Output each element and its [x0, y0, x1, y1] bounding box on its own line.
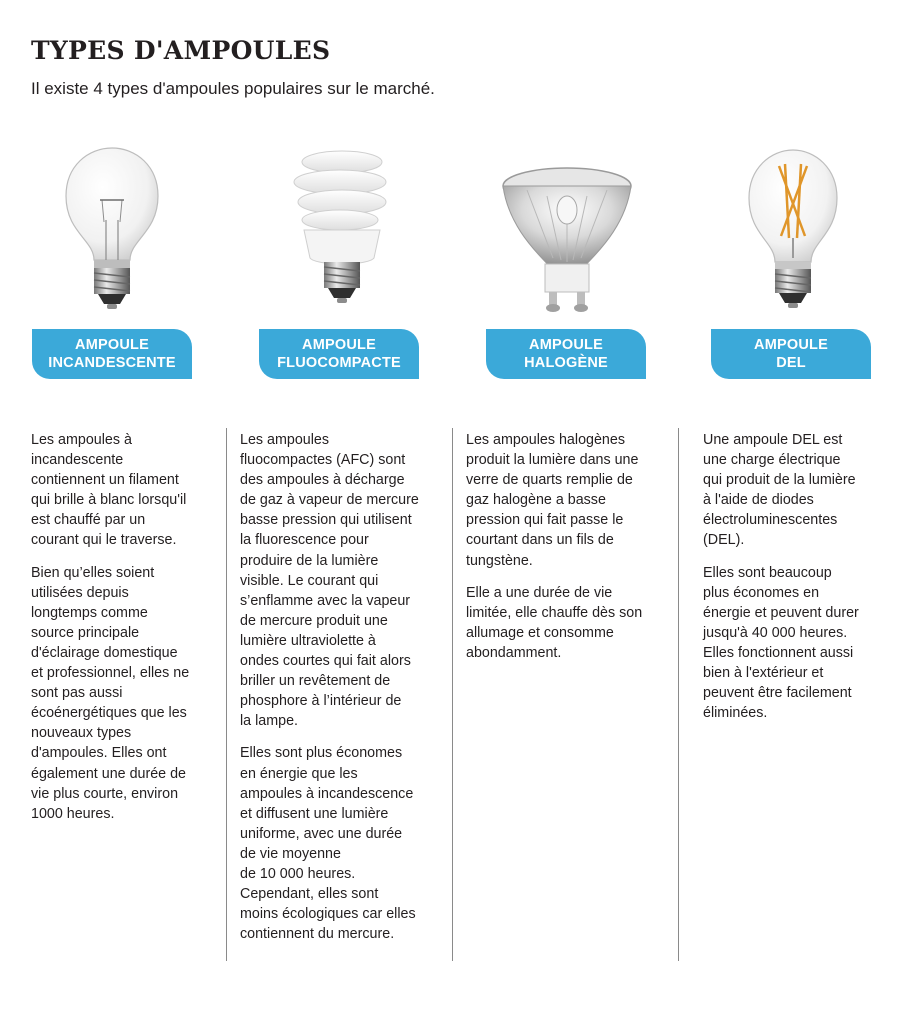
column-divider [678, 428, 679, 961]
description-paragraph: Elle a une durée de vie limitée, elle chauffe dès son allumage et consomme abondamment. [466, 584, 643, 661]
halogen-bulb-icon [487, 140, 647, 320]
label-line-2: DEL [776, 355, 806, 371]
column-halogen [466, 430, 676, 675]
page-title: TYPES D'AMPOULES [31, 36, 331, 65]
label-fluocompact [259, 329, 419, 379]
description-paragraph: Une ampoule DEL est une charge électrique qui produit de la lumière à l'aide de diodes électroluminescentes (DEL). [703, 432, 856, 549]
label-line-2: HALOGÈNE [524, 355, 608, 371]
led-bulb-icon [713, 140, 873, 320]
label-line-2: FLUOCOMPACTE [277, 355, 401, 371]
description-paragraph: Les ampoules fluocompactes (AFC) sont des ampoules à décharge de gaz à vapeur de mercure basse pression qui utilisent la fluorescence pour produire de la lumière visible. Le courant qui s’enflamme avec la vapeur de mercure produit une lumière ultraviolette à ondes courtes qui fait alors briller un revêtement de phosphore à l’intérieur de la lampe. [240, 432, 419, 730]
column-incandescent [31, 430, 221, 836]
description-paragraph: Elles sont beaucoup plus économes en énergie et peuvent durer jusqu'à 40 000 heures. Elles fonctionnent aussi bien à l'extérieur et peuvent être facilement éliminées. [703, 564, 859, 722]
description-paragraph: Bien qu’elles soient utilisées depuis longtemps comme source principale d'éclairage domestique et professionnel, elles ne sont pas aussi écoénergétiques que les nouveaux types d'ampoules. Elles ont également une durée de vie plus courte, environ 1000 heures. [31, 564, 190, 822]
label-line-1: AMPOULE [302, 337, 376, 353]
column-divider [452, 428, 453, 961]
column-divider [226, 428, 227, 961]
description-paragraph: Elles sont plus économes en énergie que les ampoules à incandescence et diffusent une lumière uniforme, avec une durée de vie moyenne de 10 000 heures. Cependant, elles sont moins écologiques car elles contiennent du mercure. [240, 745, 416, 943]
label-line-1: AMPOULE [754, 337, 828, 353]
column-led [703, 430, 898, 735]
compact-fluorescent-bulb-icon [262, 140, 422, 320]
column-fluocompact [240, 430, 450, 956]
label-line-1: AMPOULE [75, 337, 149, 353]
label-line-2: INCANDESCENTE [48, 355, 176, 371]
description-paragraph: Les ampoules halogènes produit la lumière dans une verre de quarts remplie de gaz halogène a basse pression qui fait passe le courtant dans un fils de tungstène. [466, 432, 639, 569]
incandescent-bulb-icon [32, 140, 192, 320]
label-led [711, 329, 871, 379]
label-line-1: AMPOULE [529, 337, 603, 353]
label-incandescent [32, 329, 192, 379]
description-paragraph: Les ampoules à incandescente contiennent un filament qui brille à blanc lorsqu'il est chauffé par un courant qui le traverse. [31, 432, 187, 549]
page-subtitle: Il existe 4 types d'ampoules populaires sur le marché. [31, 79, 435, 98]
label-halogen [486, 329, 646, 379]
